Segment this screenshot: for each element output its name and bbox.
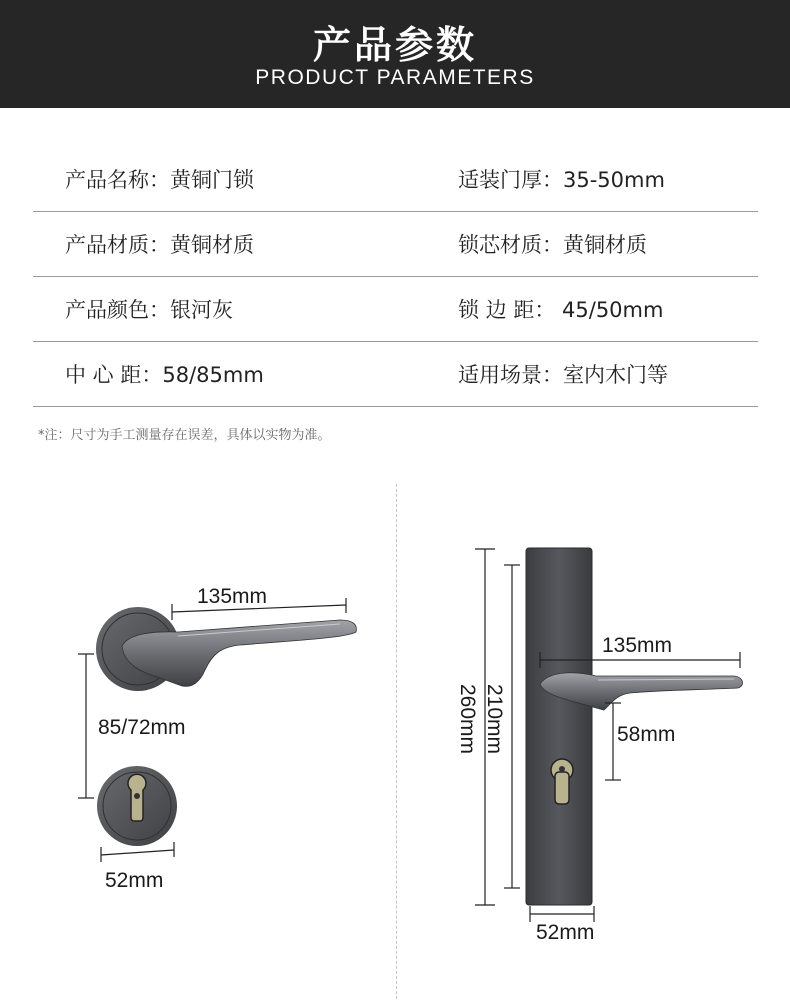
param-right: 锁芯材质：黄铜材质	[458, 233, 647, 257]
param-left: 中 心 距：58/85mm	[65, 363, 264, 387]
right-plate-inner-height-label: 210mm	[483, 684, 506, 755]
page-title: 产品参数	[312, 23, 477, 67]
param-right: 适装门厚：35-50mm	[458, 168, 665, 192]
left-center-distance-label: 85/72mm	[98, 716, 186, 739]
param-right: 锁 边 距： 45/50mm	[458, 298, 664, 322]
right-plate-drawing	[475, 548, 743, 922]
measurement-note: *注：尺寸为手工测量存在误差，具体以实物为准。	[38, 428, 331, 443]
lock-plate-icon	[526, 548, 592, 905]
right-plate-width-label: 52mm	[536, 921, 595, 944]
plate-keyhole-icon	[555, 772, 569, 804]
right-handle-length-label: 135mm	[602, 634, 673, 657]
right-plate-total-height-label: 260mm	[456, 684, 479, 755]
page-subtitle: PRODUCT PARAMETERS	[255, 66, 535, 89]
param-left: 产品颜色：银河灰	[65, 298, 233, 322]
right-center-distance-label: 58mm	[617, 723, 676, 746]
param-left: 产品名称：黄铜门锁	[65, 168, 254, 192]
param-left: 产品材质：黄铜材质	[65, 233, 254, 257]
left-handle-length-label: 135mm	[197, 585, 268, 608]
param-right: 适用场景：室内木门等	[458, 363, 668, 387]
left-rose-diameter-label: 52mm	[105, 869, 164, 892]
